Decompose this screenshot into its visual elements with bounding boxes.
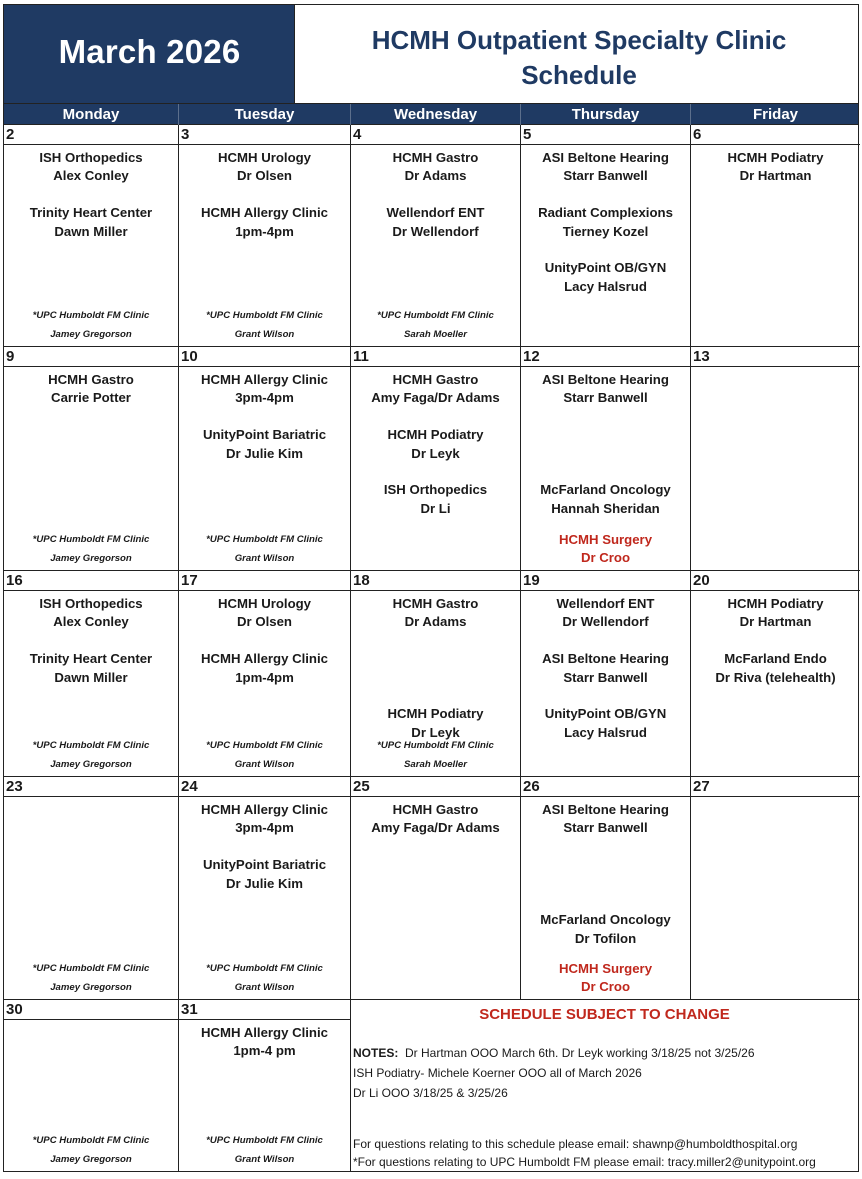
day-cell-mon — [4, 125, 179, 347]
clinic-entry-line: HCMH Podiatry — [387, 427, 484, 443]
upc-provider-name: Jamey Gregorson — [50, 329, 132, 340]
clinic-entry-line: Hannah Sheridan — [551, 500, 660, 516]
clinic-entry-line: 3pm-4pm — [235, 390, 294, 406]
clinic-entry-line: Alex Conley — [53, 168, 129, 184]
day-number: 4 — [351, 125, 520, 145]
day-cell-fri — [691, 777, 860, 1000]
day-cell-mon — [4, 777, 179, 1000]
day-number: 23 — [4, 777, 178, 797]
upc-clinic-label: *UPC Humboldt FM Clinic — [206, 1135, 323, 1146]
clinic-entry-line: ASI Beltone Hearing — [542, 372, 669, 387]
clinic-entry-line: McFarland Oncology — [540, 912, 671, 928]
clinic-entry-line: Starr Banwell — [563, 168, 648, 184]
clinic-entry-line: HCMH Allergy Clinic — [200, 802, 328, 817]
upc-provider-name: Grant Wilson — [234, 329, 295, 340]
clinic-entry-line: Radiant Complexions — [538, 205, 673, 221]
day-cell-tue — [179, 777, 351, 1000]
clinic-entry-line: Lacy Halsrud — [564, 724, 647, 740]
day-number: 24 — [179, 777, 350, 797]
clinic-entry-line: HCMH Podiatry — [387, 706, 484, 722]
clinic-entry-line: Dr Olsen — [237, 168, 292, 184]
day-cell-wed — [351, 125, 521, 347]
weekday-tuesday: Tuesday — [179, 104, 351, 126]
clinic-entry-line: Dr Riva (telehealth) — [715, 669, 836, 685]
clinic-entry-line: Amy Faga/Dr Adams — [371, 820, 500, 836]
notes-line-1 — [353, 1045, 755, 1061]
day-cell-tue — [179, 125, 351, 347]
day-number: 17 — [179, 571, 350, 591]
clinic-entry-line: HCMH Allergy Clinic — [200, 651, 328, 667]
clinic-entry-line: Amy Faga/Dr Adams — [371, 390, 500, 406]
day-number: 19 — [521, 571, 690, 591]
upc-provider-name: Jamey Gregorson — [50, 553, 132, 564]
upc-clinic-label: *UPC Humboldt FM Clinic — [32, 1135, 150, 1146]
clinic-entry-line: Dr Wellendorf — [392, 223, 479, 239]
upc-provider-name: Jamey Gregorson — [50, 759, 132, 770]
clinic-entry-line: 1pm-4 pm — [233, 1043, 296, 1059]
clinic-entry-line: Dr Julie Kim — [226, 875, 303, 891]
clinic-entry-line: HCMH Podiatry — [727, 150, 824, 165]
clinic-entry-line: McFarland Endo — [724, 651, 827, 667]
upc-clinic-label: *UPC Humboldt FM Clinic — [32, 534, 150, 545]
clinic-entry-line: Wellendorf ENT — [556, 596, 655, 611]
clinic-entry-line: ASI Beltone Hearing — [542, 150, 669, 165]
surgery-entry-line: HCMH Surgery — [558, 532, 653, 547]
schedule-sheet — [3, 4, 859, 1172]
month-title: March 2026 — [58, 33, 241, 70]
clinic-entry-line: Dawn Miller — [54, 669, 128, 685]
clinic-entry-line: Dr Leyk — [411, 445, 460, 461]
upc-clinic-label: *UPC Humboldt FM Clinic — [206, 963, 323, 974]
clinic-entry-line: Dr Adams — [404, 614, 467, 630]
clinic-entry-line: McFarland Oncology — [540, 482, 671, 498]
clinic-entry-line: UnityPoint OB/GYN — [544, 260, 667, 276]
clinic-entry-line: Dr Julie Kim — [226, 445, 303, 461]
clinic-entry-line: UnityPoint Bariatric — [202, 427, 327, 443]
day-cell-fri — [691, 347, 860, 571]
day-number: 5 — [521, 125, 690, 145]
surgery-entry-line: HCMH Surgery — [558, 961, 653, 976]
weekday-thursday: Thursday — [521, 104, 691, 126]
day-cell-tue — [179, 1000, 351, 1172]
notes-section — [350, 1000, 859, 1172]
clinic-title — [304, 23, 854, 93]
upc-provider-name: Grant Wilson — [234, 982, 295, 993]
upc-clinic-label: *UPC Humboldt FM Clinic — [206, 310, 323, 321]
upc-provider-name: Grant Wilson — [234, 759, 295, 770]
clinic-entry-line: Dr Hartman — [739, 168, 812, 184]
day-cell-tue — [179, 347, 351, 571]
clinic-entry-line: ISH Orthopedics — [383, 482, 488, 498]
clinic-entry-line: HCMH Urology — [217, 150, 312, 165]
weekday-friday: Friday — [752, 106, 798, 123]
upc-provider-name: Jamey Gregorson — [50, 1154, 132, 1165]
day-number: 18 — [351, 571, 520, 591]
day-number: 10 — [179, 347, 350, 367]
day-cell-fri — [691, 571, 860, 777]
clinic-entry-line: Starr Banwell — [563, 820, 648, 836]
clinic-entry-line: Dr Wellendorf — [562, 614, 649, 630]
day-number: 25 — [351, 777, 520, 797]
upc-clinic-label: *UPC Humboldt FM Clinic — [32, 963, 150, 974]
clinic-entry-line: Carrie Potter — [51, 390, 131, 406]
day-number: 30 — [4, 1000, 178, 1020]
clinic-entry-line: HCMH Urology — [217, 596, 312, 611]
clinic-entry-line: ISH Orthopedics — [39, 596, 143, 611]
clinic-entry-line: Wellendorf ENT — [386, 205, 485, 221]
clinic-entry-line: Starr Banwell — [563, 669, 648, 685]
clinic-entry-line: HCMH Gastro — [48, 372, 134, 387]
clinic-entry-line: Trinity Heart Center — [29, 205, 153, 221]
clinic-entry-line: 1pm-4pm — [235, 669, 294, 685]
clinic-entry-line: HCMH Gastro — [392, 150, 479, 165]
contact-upc-email: *For questions relating to UPC Humboldt FM please email: tracy.miller2@unitypoint.org — [353, 1155, 816, 1169]
clinic-entry-line: HCMH Allergy Clinic — [200, 372, 328, 387]
weekday-wednesday: Wednesday — [351, 104, 521, 126]
day-number: 11 — [351, 347, 520, 367]
clinic-entry-line: 3pm-4pm — [235, 820, 294, 836]
day-cell-thu — [521, 125, 691, 347]
upc-clinic-label: *UPC Humboldt FM Clinic — [206, 534, 323, 545]
contact-schedule-email: For questions relating to this schedule please email: shawnp@humboldthospital.org — [353, 1137, 798, 1151]
day-number: 20 — [691, 571, 860, 591]
day-cell-thu — [521, 347, 691, 571]
clinic-entry-line: UnityPoint OB/GYN — [544, 706, 667, 722]
clinic-entry-line: 1pm-4pm — [235, 223, 294, 239]
clinic-entry-line: ASI Beltone Hearing — [542, 651, 669, 667]
day-cell-fri — [691, 125, 860, 347]
upc-clinic-label: *UPC Humboldt FM Clinic — [206, 740, 323, 751]
surgery-entry-line: Dr Croo — [580, 550, 631, 565]
upc-clinic-label: *UPC Humboldt FM Clinic — [377, 310, 494, 321]
surgery-entry-line: Dr Croo — [580, 979, 631, 994]
clinic-entry-line: Dr Hartman — [739, 614, 812, 630]
clinic-entry-line: HCMH Gastro — [392, 372, 479, 387]
upc-provider-name: Sarah Moeller — [404, 759, 467, 770]
day-cell-tue — [179, 571, 351, 777]
day-number: 3 — [179, 125, 350, 145]
notes-line-2: ISH Podiatry- Michele Koerner OOO all of March 2026 — [353, 1066, 642, 1080]
clinic-entry-line: Dr Adams — [404, 168, 467, 184]
clinic-entry-line: Dr Li — [420, 500, 451, 516]
day-cell-wed — [351, 347, 521, 571]
day-number: 16 — [4, 571, 178, 591]
day-number: 26 — [521, 777, 690, 797]
notes-label: NOTES: — [353, 1046, 399, 1060]
day-number: 31 — [179, 1000, 350, 1020]
clinic-entry-line: Alex Conley — [53, 614, 129, 630]
clinic-entry-line: HCMH Gastro — [392, 802, 479, 817]
day-cell-wed — [351, 777, 521, 1000]
clinic-entry-line: Starr Banwell — [563, 390, 648, 406]
day-cell-thu — [521, 777, 691, 1000]
upc-provider-name: Grant Wilson — [234, 553, 295, 564]
day-number: 13 — [691, 347, 860, 367]
schedule-change-warning: SCHEDULE SUBJECT TO CHANGE — [479, 1006, 730, 1023]
page-header — [4, 5, 858, 103]
day-number: 6 — [691, 125, 860, 145]
clinic-entry-line: Lacy Halsrud — [564, 278, 647, 294]
clinic-entry-line: Dr Leyk — [411, 724, 460, 740]
clinic-entry-line: Dr Tofilon — [574, 930, 637, 946]
upc-clinic-label: *UPC Humboldt FM Clinic — [32, 740, 150, 751]
clinic-title-line2: Schedule — [521, 60, 637, 90]
clinic-entry-line: HCMH Allergy Clinic — [200, 1025, 328, 1040]
clinic-entry-line: Dawn Miller — [54, 223, 128, 239]
weekday-header-row — [4, 103, 858, 125]
day-cell-mon — [4, 571, 179, 777]
notes-line-1-text: Dr Hartman OOO March 6th. Dr Leyk working 3/18/25 not 3/25/26 — [405, 1046, 755, 1060]
clinic-entry-line: UnityPoint Bariatric — [202, 857, 327, 873]
day-cell-wed — [351, 571, 521, 777]
clinic-entry-line: HCMH Podiatry — [727, 596, 824, 611]
clinic-entry-line: HCMH Gastro — [392, 596, 479, 611]
clinic-entry-line: ASI Beltone Hearing — [542, 802, 669, 817]
day-number: 9 — [4, 347, 178, 367]
upc-provider-name: Grant Wilson — [234, 1154, 295, 1165]
clinic-entry-line: HCMH Allergy Clinic — [200, 205, 328, 221]
day-cell-thu — [521, 571, 691, 777]
clinic-title-line1: HCMH Outpatient Specialty Clinic — [371, 25, 787, 55]
clinic-entry-line: Tierney Kozel — [562, 223, 649, 239]
upc-provider-name: Sarah Moeller — [404, 329, 467, 340]
day-cell-mon — [4, 347, 179, 571]
month-banner — [4, 5, 295, 103]
upc-clinic-label: *UPC Humboldt FM Clinic — [32, 310, 150, 321]
day-number: 27 — [691, 777, 860, 797]
day-number: 2 — [4, 125, 178, 145]
clinic-entry-line: Trinity Heart Center — [29, 651, 153, 667]
weekday-monday: Monday — [4, 104, 179, 126]
clinic-entry-line: ISH Orthopedics — [39, 150, 143, 165]
upc-provider-name: Jamey Gregorson — [50, 982, 132, 993]
day-cell-mon — [4, 1000, 179, 1172]
day-number: 12 — [521, 347, 690, 367]
clinic-entry-line: Dr Olsen — [237, 614, 292, 630]
notes-line-3: Dr Li OOO 3/18/25 & 3/25/26 — [353, 1086, 508, 1100]
upc-clinic-label: *UPC Humboldt FM Clinic — [377, 740, 494, 751]
